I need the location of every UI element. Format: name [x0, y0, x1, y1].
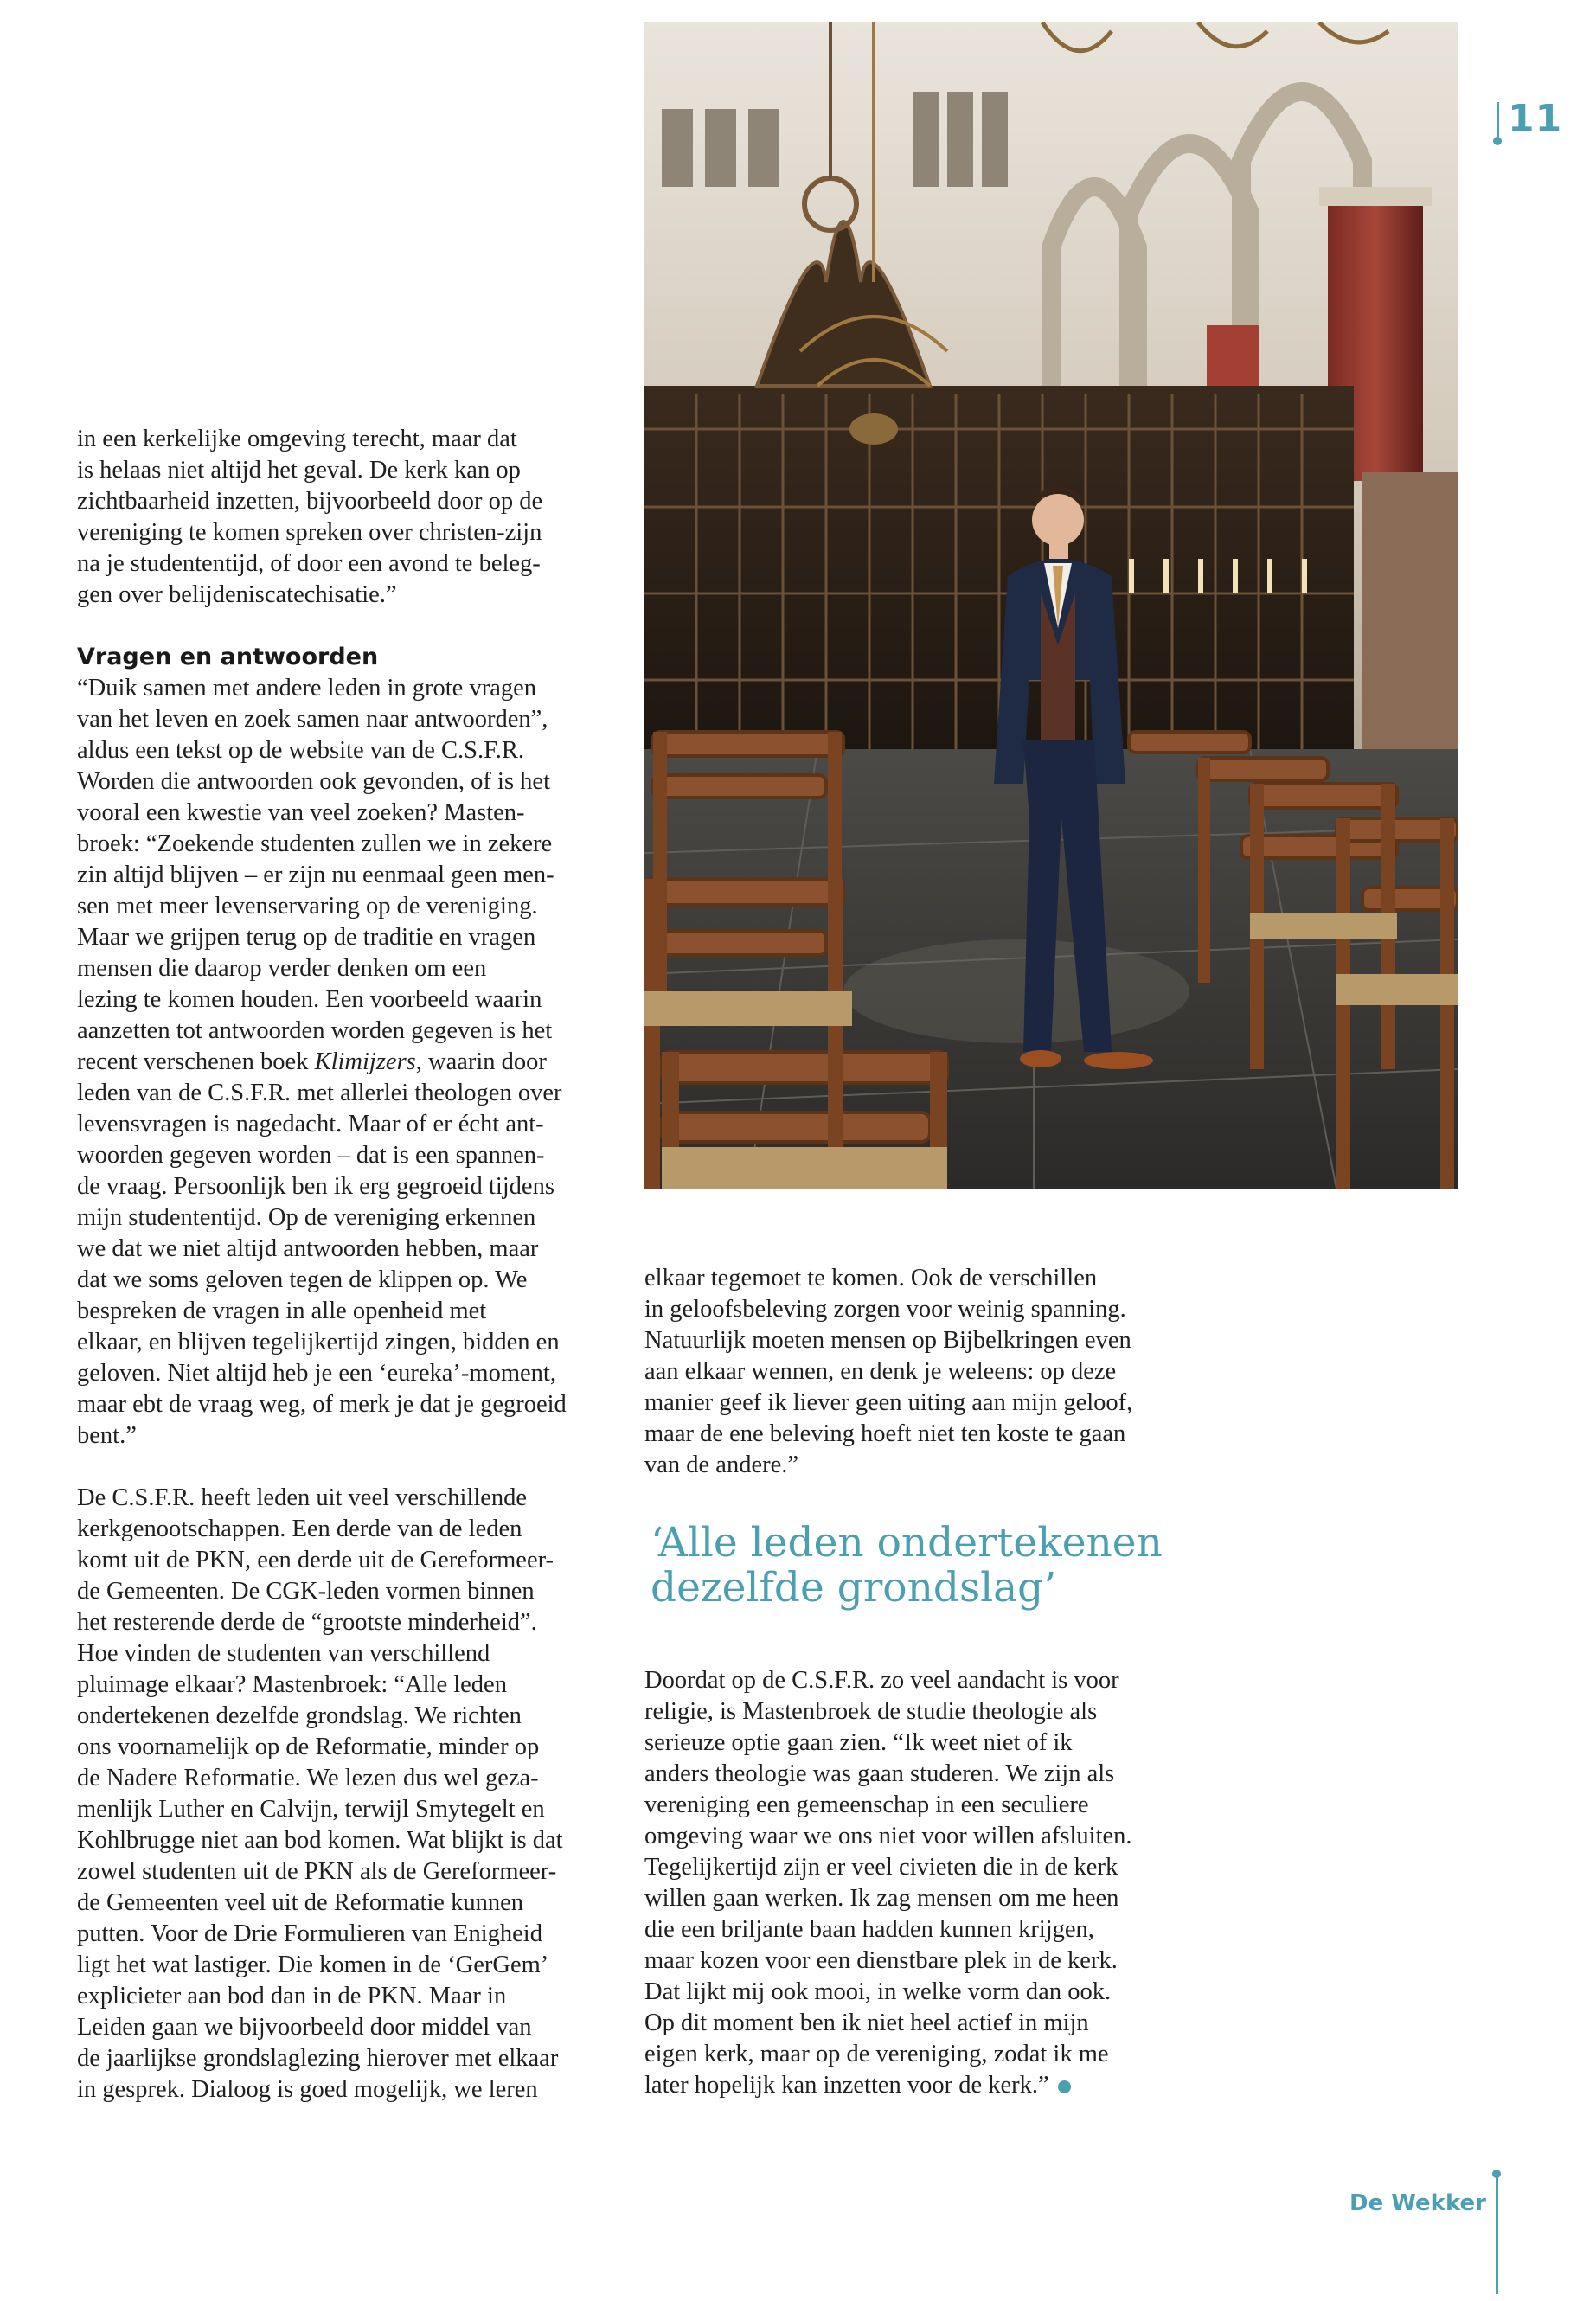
text-line: putten. Voor de Drie Formulieren van Enigheid: [77, 1920, 542, 1947]
text-line: elkaar tegemoet te komen. Ook de verschillen: [644, 1265, 1098, 1292]
text-line: Worden die antwoorden ook gevonden, of is het: [77, 768, 550, 795]
text-line: broek: “Zoekende studenten zullen we in zekere: [77, 830, 553, 857]
pull-quote: [651, 1521, 1187, 1611]
text-line: lezing te komen houden. Een voorbeeld waarin: [77, 986, 542, 1013]
text-line: de Nadere Reformatie. We lezen dus wel geza-: [77, 1765, 539, 1791]
text-run: later hopelijk kan inzetten voor de kerk.”: [644, 2072, 1049, 2099]
text-line: kerkgenootschappen. Een derde van de leden: [77, 1516, 522, 1542]
text-line: aan elkaar wennen, en denk je weleens: op deze: [644, 1358, 1117, 1385]
text-line: anders theologie was gaan studeren. We zijn als: [644, 1760, 1115, 1787]
text-line: de Gemeenten. De CGK-leden vormen binnen: [77, 1578, 535, 1605]
page-number: 11: [1508, 97, 1563, 141]
right-column-bottom: [644, 1665, 1181, 2101]
text-line: bent.”: [77, 1422, 137, 1449]
text-line: ons voornamelijk op de Reformatie, minder op: [77, 1734, 540, 1760]
text-line: explicieter aan bod dan in de PKN. Maar in: [77, 1983, 507, 2009]
text-line: mijn studententijd. Op de vereniging erkennen: [77, 1204, 536, 1231]
text-line: van de andere.”: [644, 1452, 799, 1478]
text-line: de vraag. Persoonlijk ben ik erg gegroeid tijdens: [77, 1173, 554, 1200]
text-line: aanzetten tot antwoorden worden gegeven is het: [77, 1017, 553, 1044]
text-run: recent verschenen boek: [77, 1048, 315, 1075]
text-line: Dat lijkt mij ook mooi, in welke vorm dan ook.: [644, 1978, 1112, 2005]
text-line: is helaas niet altijd het geval. De kerk kan op: [77, 457, 521, 484]
text-line: zichtbaarheid inzetten, bijvoorbeeld door op de: [77, 488, 543, 515]
magazine-name: De Wekker: [1349, 2190, 1486, 2216]
text-line: Tegelijkertijd zijn er veel civieten die in de kerk: [644, 1854, 1118, 1881]
text-line: “Duik samen met andere leden in grote vragen: [77, 675, 536, 702]
text-line: sen met meer levenservaring op de vereniging.: [77, 893, 538, 920]
text-line: [77, 1047, 613, 1078]
text-line: Doordat op de C.S.F.R. zo veel aandacht is voor: [644, 1667, 1119, 1694]
pull-quote-line: dezelfde grondslag’: [651, 1564, 1057, 1612]
text-line: mensen die daarop verder denken om een: [77, 955, 487, 982]
text-line: gen over belijdeniscatechisatie.”: [77, 581, 397, 608]
book-title: Klimijzers: [314, 1048, 416, 1075]
text-line: [644, 2070, 1181, 2101]
text-line: van het leven en zoek samen naar antwoorden”,: [77, 706, 548, 733]
text-line: Natuurlijk moeten mensen op Bijbelkringen even: [644, 1327, 1131, 1354]
section-subheading: Vragen en antwoorden: [77, 644, 379, 670]
text-line: het resterende derde de “grootste minderheid”.: [77, 1609, 537, 1636]
text-run: , waarin door: [415, 1048, 547, 1075]
text-line: bespreken de vragen in alle openheid met: [77, 1298, 487, 1324]
text-line: levensvragen is nagedacht. Maar of er écht ant-: [77, 1111, 544, 1138]
text-line: komt uit de PKN, een derde uit de Gereformeer-: [77, 1547, 554, 1574]
text-line: omgeving waar we ons niet voor willen afsluiten.: [644, 1823, 1132, 1849]
text-line: aldus een tekst op de website van de C.S.F.R.: [77, 737, 524, 764]
text-line: vooral een kwestie van veel zoeken? Masten-: [77, 799, 525, 826]
text-line: woorden gegeven worden – dat is een spannen-: [77, 1142, 545, 1169]
pull-quote-line: ‘Alle leden ondertekenen: [651, 1519, 1163, 1567]
paragraph-members: [77, 1483, 613, 2106]
text-line: De C.S.F.R. heeft leden uit veel verschillende: [77, 1484, 528, 1511]
footer-rule: [1496, 2173, 1498, 2294]
text-line: elkaar, en blijven tegelijkertijd zingen, bidden en: [77, 1329, 560, 1356]
text-line: in gesprek. Dialoog is goed mogelijk, we leren: [77, 2076, 538, 2103]
text-line: in geloofsbeleving zorgen voor weinig spanning.: [644, 1296, 1126, 1323]
text-line: vereniging een gemeenschap in een seculiere: [644, 1791, 1089, 1818]
text-line: leden van de C.S.F.R. met allerlei theologen over: [77, 1080, 562, 1106]
text-line: maar de ene beleving hoeft niet ten koste te gaan: [644, 1420, 1126, 1447]
text-line: Hoe vinden de studenten van verschillend: [77, 1640, 490, 1667]
text-line: religie, is Mastenbroek de studie theologie als: [644, 1698, 1098, 1725]
page-number-dot: [1493, 137, 1502, 145]
text-line: maar kozen voor een dienstbare plek in de kerk.: [644, 1947, 1118, 1974]
text-line: de jaarlijkse grondslaglezing hierover met elkaar: [77, 2045, 559, 2072]
text-line: de Gemeenten veel uit de Reformatie kunnen: [77, 1889, 523, 1916]
text-line: Kohlbrugge niet aan bod komen. Wat blijkt is dat: [77, 1827, 563, 1854]
text-line: eigen kerk, maar op de vereniging, zodat ik me: [644, 2041, 1109, 2067]
text-line: vereniging te komen spreken over christen-zijn: [77, 519, 542, 546]
paragraph-questions: [77, 673, 613, 1452]
text-line: menlijk Luther en Calvijn, terwijl Smytegelt en: [77, 1796, 545, 1823]
text-line: willen gaan werken. Ik zag mensen om me heen: [644, 1885, 1119, 1912]
left-column: [77, 424, 613, 2106]
text-line: serieuze optie gaan zien. “Ik weet niet of ik: [644, 1729, 1073, 1756]
text-line: we dat we niet altijd antwoorden hebben, maar: [77, 1235, 539, 1262]
text-line: manier geef ik liever geen uiting aan mijn geloof,: [644, 1389, 1133, 1416]
text-line: Maar we grijpen terug op de traditie en vragen: [77, 924, 536, 951]
text-line: pluimage elkaar? Mastenbroek: “Alle leden: [77, 1671, 507, 1698]
text-line: dat we soms geloven tegen de klippen op. We: [77, 1266, 528, 1293]
text-line: zowel studenten uit de PKN als de Gereformeer-: [77, 1858, 557, 1885]
paragraph-intro: [77, 424, 613, 611]
text-line: in een kerkelijke omgeving terecht, maar dat: [77, 426, 517, 452]
text-line: ligt het wat lastiger. Die komen in de ‘GerGem’: [77, 1952, 549, 1978]
church-interior-photo: [644, 22, 1458, 1189]
text-line: na je studententijd, of door een avond te beleg-: [77, 550, 541, 577]
text-line: maar ebt de vraag weg, of merk je dat je gegroeid: [77, 1391, 567, 1418]
text-line: Op dit moment ben ik niet heel actief in mijn: [644, 2009, 1089, 2036]
end-mark-icon: [1058, 2080, 1071, 2093]
right-column-top: [644, 1263, 1181, 1481]
text-line: zin altijd blijven – er zijn nu eenmaal geen men-: [77, 862, 554, 888]
text-line: Leiden gaan we bijvoorbeeld door middel van: [77, 2014, 532, 2041]
text-line: ondertekenen dezelfde grondslag. We richten: [77, 1702, 522, 1729]
text-line: die een briljante baan hadden kunnen krijgen,: [644, 1916, 1094, 1943]
text-line: geloven. Niet altijd heb je een ‘eureka’-moment,: [77, 1360, 556, 1387]
